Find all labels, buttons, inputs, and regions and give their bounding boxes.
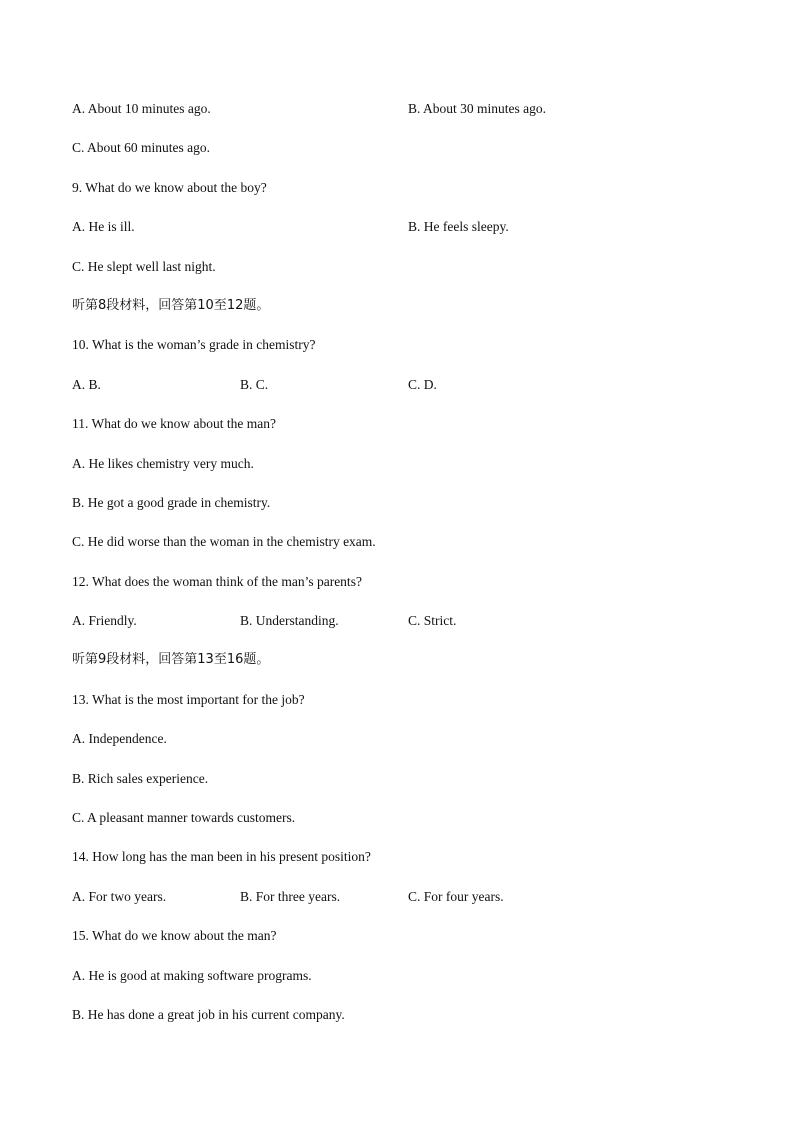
q11-question: 11. What do we know about the man? (72, 416, 276, 432)
q8-option-a: A. About 10 minutes ago. (72, 101, 211, 116)
q8-option-b: B. About 30 minutes ago. (408, 101, 546, 116)
q9-option-c: C. He slept well last night. (72, 258, 216, 274)
q9-option-a: A. He is ill. (72, 219, 135, 235)
q8-options-row-2 (72, 138, 732, 177)
q8-option-c: C. About 60 minutes ago. (72, 140, 210, 156)
section-9-instruction: 听第9段材料，回答第13至16题。 (72, 652, 270, 668)
q13-option-b: B. Rich sales experience. (72, 770, 209, 786)
q10-option-c: C. D. (408, 376, 437, 392)
q12-question: 12. What does the woman think of the man’s parents? (72, 573, 362, 589)
q13-option-c: C. A pleasant manner towards customers. (72, 810, 296, 826)
q14-option-c: C. For four years. (408, 888, 504, 904)
q12-option-b: B. Understanding. (240, 613, 339, 629)
q11-option-a: A. He likes chemistry very much. (72, 455, 254, 471)
q15-question: 15. What do we know about the man? (72, 928, 277, 944)
q9-options-row-1 (72, 217, 732, 256)
q8-options-row-1 (72, 99, 732, 138)
q15-option-a: A. He is good at making software programs. (72, 967, 312, 983)
q9-option-b: B. He feels sleepy. (408, 219, 509, 235)
q14-options-row (72, 887, 732, 926)
q11-option-b: B. He got a good grade in chemistry. (72, 494, 271, 510)
q11-option-c: C. He did worse than the woman in the chemistry exam. (72, 534, 376, 550)
q10-options-row (72, 375, 732, 414)
q9-question: 9. What do we know about the boy? (72, 179, 267, 195)
q14-question: 14. How long has the man been in his present position? (72, 849, 371, 865)
q12-options-row (72, 611, 732, 650)
q13-question: 13. What is the most important for the job? (72, 691, 305, 707)
section-8-instruction: 听第8段材料，回答第10至12题。 (72, 297, 270, 313)
q14-option-a: A. For two years. (72, 888, 167, 904)
q13-option-a: A. Independence. (72, 731, 167, 747)
q14-option-b: B. For three years. (240, 888, 341, 904)
q10-option-b: B. C. (240, 376, 269, 392)
q10-question: 10. What is the woman’s grade in chemistry? (72, 337, 316, 353)
q10-option-a: A. B. (72, 376, 101, 392)
q12-option-c: C. Strict. (408, 613, 457, 629)
q15-option-b: B. He has done a great job in his current company. (72, 1006, 345, 1022)
q9-options-row-2 (72, 257, 732, 296)
q12-option-a: A. Friendly. (72, 613, 137, 629)
exam-page (72, 99, 732, 1044)
